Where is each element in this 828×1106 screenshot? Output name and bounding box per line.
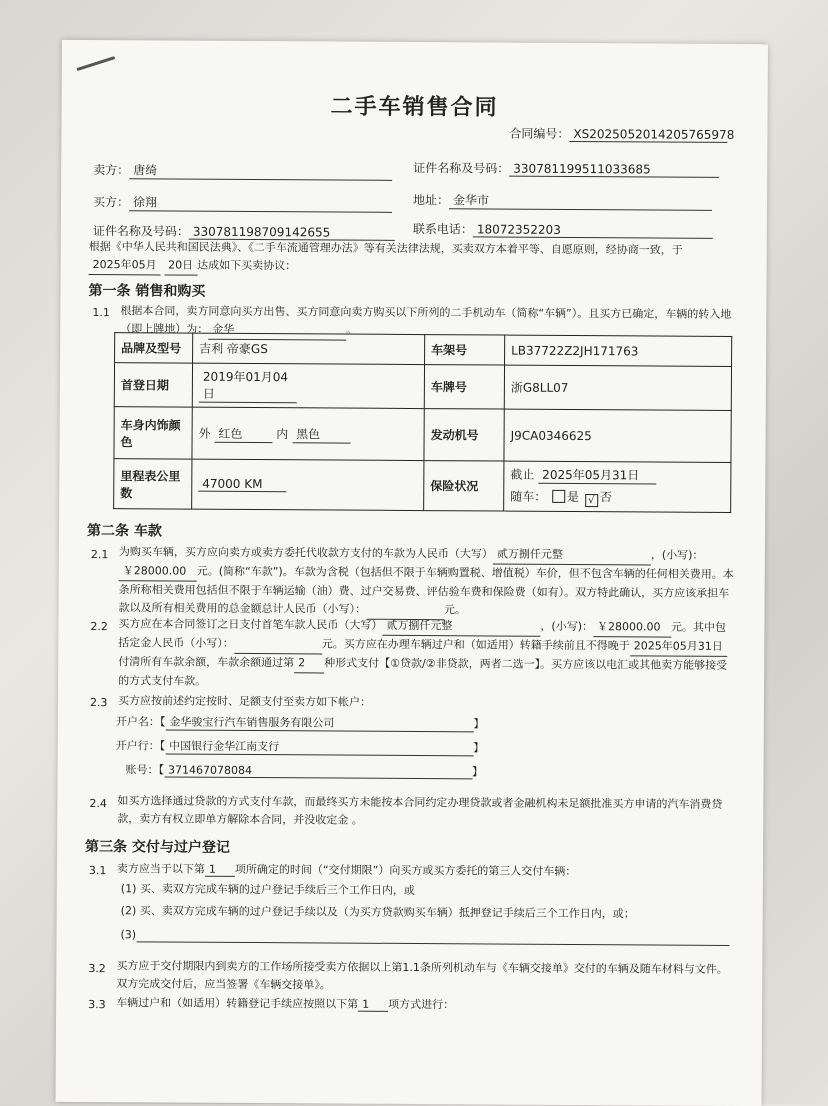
clause-2-2-f: 种形式支付【①贷款/②非贷款，两者二选一】。买方应该以电汇或其他卖方能够接受的方式支付车款。	[118, 656, 728, 688]
seller-row	[93, 161, 392, 181]
vehicle-info-table	[113, 332, 732, 513]
seller-cert-label: 证件名称及号码：	[413, 160, 510, 176]
account-bank-label: 开户行：【	[115, 739, 166, 753]
clause-2-1-num: 2.1	[90, 548, 109, 562]
exterior-color: 红色	[214, 424, 272, 442]
insurance-until-row	[510, 466, 724, 485]
clause-3-1-option-1: (1) 买、卖双方完成车辆的过户登记手续后三个工作日内，或	[120, 882, 415, 898]
clause-2-1-b: ，(小写)：	[650, 548, 704, 562]
clause-3-3	[116, 994, 454, 1012]
insurance-cell	[504, 461, 731, 512]
intro-text-2: 达成如下买卖协议：	[197, 258, 297, 273]
account-number-label: 账号：【	[125, 763, 165, 777]
clause-2-2-date: 2025年05月31日	[630, 637, 727, 657]
clause-2-1-upper: 贰万捌仟元整	[493, 545, 651, 565]
with-car-row	[510, 488, 724, 508]
brand-label: 品牌及型号	[115, 333, 193, 363]
clause-2-4-num: 2.4	[89, 797, 107, 811]
account-name-row	[116, 713, 485, 732]
seller-cert-value: 330781199511033685	[509, 162, 719, 178]
clause-2-1-a: 为购买车辆，买方应向卖方或卖方委托代收款方支付的车款为人民币（大写）	[118, 545, 493, 561]
vin-value: LB37722Z2JH171763	[505, 335, 732, 366]
yes-label: 是	[567, 489, 580, 505]
account-bank-row	[116, 737, 485, 756]
buyer-row	[93, 193, 392, 213]
section-2-title: 第二条 车款	[86, 523, 162, 540]
clause-2-1-lower: ￥28000.00	[119, 562, 197, 581]
account-name-close: 】	[473, 717, 485, 731]
clause-3-1-option-3	[120, 928, 729, 946]
clause-2-2-d: 元。买方应在办理车辆过户和（如适用）转籍手续前且不得晚于	[321, 637, 630, 653]
account-bank-value: 中国银行金华江南支行	[165, 737, 473, 756]
clause-2-2-lower: ￥28000.00	[593, 618, 671, 637]
account-bank-close: 】	[473, 741, 485, 755]
clause-3-1-item: 1	[205, 863, 235, 877]
contract-title: 二手车销售合同	[330, 94, 499, 121]
clause-2-1-c: 元。(简称“车款”)。车款为含税（包括但不限于车辆购置税、增值税）车价，但不包含车辆的任何相关费用。本条所称相关费用包括但不限于车辆运输（油）费、过户交易费、评估验车费和保险费（如有）。双方特此确认，买方应该承担车款以及所有相关费用的总金额总计人民币（小写）：	[118, 564, 734, 616]
clause-3-3-a: 车辆过户和（如适用）转籍登记手续应按照以下第	[116, 996, 359, 1011]
no-label: 否	[599, 490, 612, 505]
buyer-label: 买方：	[92, 195, 130, 210]
clause-3-1-num: 3.1	[88, 864, 107, 878]
clause-2-2-deposit	[234, 635, 322, 655]
clause-3-3-item: 1	[358, 998, 388, 1012]
clause-3-1	[117, 860, 576, 879]
insurance-until-value: 2025年05月31日	[538, 466, 656, 485]
section-1-title: 第一条 销售和购买	[88, 283, 206, 300]
address-value: 金华市	[449, 191, 712, 211]
contract-number-value: XS2025052014205765978	[569, 127, 727, 143]
section-3-title: 第三条 交付与过户登记	[85, 838, 230, 856]
clause-1-1-end: 。	[346, 323, 358, 337]
reg-date-cell	[192, 363, 424, 408]
account-name-value: 金华骏宝行汽车销售服务有限公司	[165, 713, 473, 732]
clause-3-1-b: 项所确定的时间（“交付期限”）向买方或买方委托的第三人交付车辆：	[234, 862, 577, 879]
seller-value: 唐绮	[129, 161, 392, 181]
option-3-label: (3)	[120, 928, 137, 942]
clause-2-2-way: 2	[294, 654, 324, 673]
clause-2-2	[118, 615, 734, 694]
contract-number-label: 合同编号：	[509, 126, 570, 141]
vin-label: 车架号	[425, 335, 505, 365]
brand-value: 吉利 帝豪GS	[193, 333, 425, 364]
clause-3-3-num: 3.3	[88, 998, 106, 1012]
clause-2-2-a: 买方应在本合同签订之日支付首笔车款人民币（大写）	[118, 617, 383, 632]
contract-number-row	[509, 125, 735, 143]
clause-2-2-e: 付清所有车款余额，车款余额通过第	[118, 655, 295, 670]
address-row	[413, 191, 712, 211]
buyer-cert-label: 证件名称及号码：	[92, 224, 189, 239]
engine-label: 发动机号	[424, 409, 504, 461]
account-number-close: 】	[472, 765, 484, 779]
clause-2-3-text: 买方应按前述约定按时、足额支付至卖方如下帐户：	[117, 694, 372, 709]
phone-value: 18072352203	[473, 222, 713, 238]
intro-date-1: 2025年05月	[89, 256, 161, 275]
insurance-until-label: 截止	[510, 467, 535, 482]
intro-text: 根据《中华人民共和国民法典》、《二手车流通管理办法》等有关法律法规，买卖双方本着平等、自愿原则，经协商一致，于	[88, 240, 683, 257]
clause-2-1	[118, 543, 734, 622]
mileage-cell	[192, 459, 424, 510]
clause-2-2-upper: 贰万捌仟元整	[382, 617, 540, 637]
interior-color: 黑色	[292, 425, 350, 443]
mileage-value: 47000 KM	[198, 477, 286, 493]
color-label: 车身内饰颜色	[114, 407, 192, 459]
intro-date-2: 20日	[164, 256, 197, 275]
reg-date-value: 2019年01月04日	[199, 368, 297, 404]
clause-1-1-text: 根据本合同，卖方同意向买方出售、买方同意向卖方购买以下所列的二手机动车（简称“车辆”）。且买方已确定，车辆的转入地（即上牌地）为：	[120, 304, 732, 336]
account-number-row	[126, 761, 484, 779]
account-number-value: 371467078084	[164, 763, 472, 779]
phone-label: 联系电话：	[412, 221, 473, 237]
seller-label: 卖方：	[93, 163, 130, 178]
color-cell	[192, 407, 424, 460]
intro-paragraph	[89, 238, 739, 279]
buyer-cert-value: 330781198709142655	[189, 225, 395, 241]
yes-checkbox[interactable]	[552, 490, 565, 503]
plate-value: 浙G8LL07	[504, 365, 731, 410]
interior-label: 内	[276, 426, 289, 441]
engine-value: J9CA0346625	[504, 409, 731, 462]
buyer-value: 徐翔	[129, 193, 392, 213]
no-checkbox[interactable]: √	[585, 494, 598, 507]
clause-3-1-a: 卖方应当于以下第	[116, 862, 205, 876]
clause-1-1-num: 1.1	[92, 306, 110, 320]
clause-2-2-c: 元。其中包括定金人民币（小写）：	[118, 620, 727, 650]
with-car-label: 随车：	[510, 489, 547, 504]
seller-cert-row	[413, 159, 719, 178]
clause-3-2-text: 买方应于交付期限内到卖方的工作场所接受卖方依据以上第1.1条所列机动车与《车辆交接单》交付的车辆及随车材料与文件。双方完成交付后，应当签署《车辆交接单》。	[116, 959, 728, 992]
account-name-label: 开户名：【	[115, 715, 166, 729]
mileage-label: 里程表公里数	[114, 459, 192, 509]
clause-2-3-num: 2.3	[89, 696, 108, 710]
clause-2-1-d: 元。	[443, 603, 467, 617]
clause-3-3-b: 项方式进行：	[388, 997, 455, 1012]
reg-date-label: 首登日期	[114, 363, 192, 407]
clause-3-1-option-2: (2) 买、卖双方完成车辆的过户登记手续以及（为买方贷款购买车辆）抵押登记手续后三个工作日内，或；	[120, 904, 635, 921]
clause-2-4-text: 如买方选择通过贷款的方式支付车款，而最终买方未能按本合同约定办理贷款或者金融机构未足额批准买方申请的汽车消费贷款，卖方有权立即单方解除本合同，并没收定金 。	[117, 794, 723, 827]
plate-label: 车牌号	[424, 365, 504, 409]
clause-3-2-num: 3.2	[88, 962, 106, 976]
clause-2-2-num: 2.2	[90, 620, 108, 634]
pen-mark-icon	[76, 56, 115, 71]
phone-row	[413, 220, 713, 239]
exterior-label: 外	[198, 426, 211, 441]
clause-1-1-place: 金华	[208, 321, 346, 341]
clause-2-2-b: ，(小写)：	[540, 619, 594, 634]
option-3-blank	[136, 928, 729, 946]
address-label: 地址：	[412, 192, 450, 208]
contract-paper	[56, 40, 768, 1106]
insurance-label: 保险状况	[424, 461, 504, 511]
